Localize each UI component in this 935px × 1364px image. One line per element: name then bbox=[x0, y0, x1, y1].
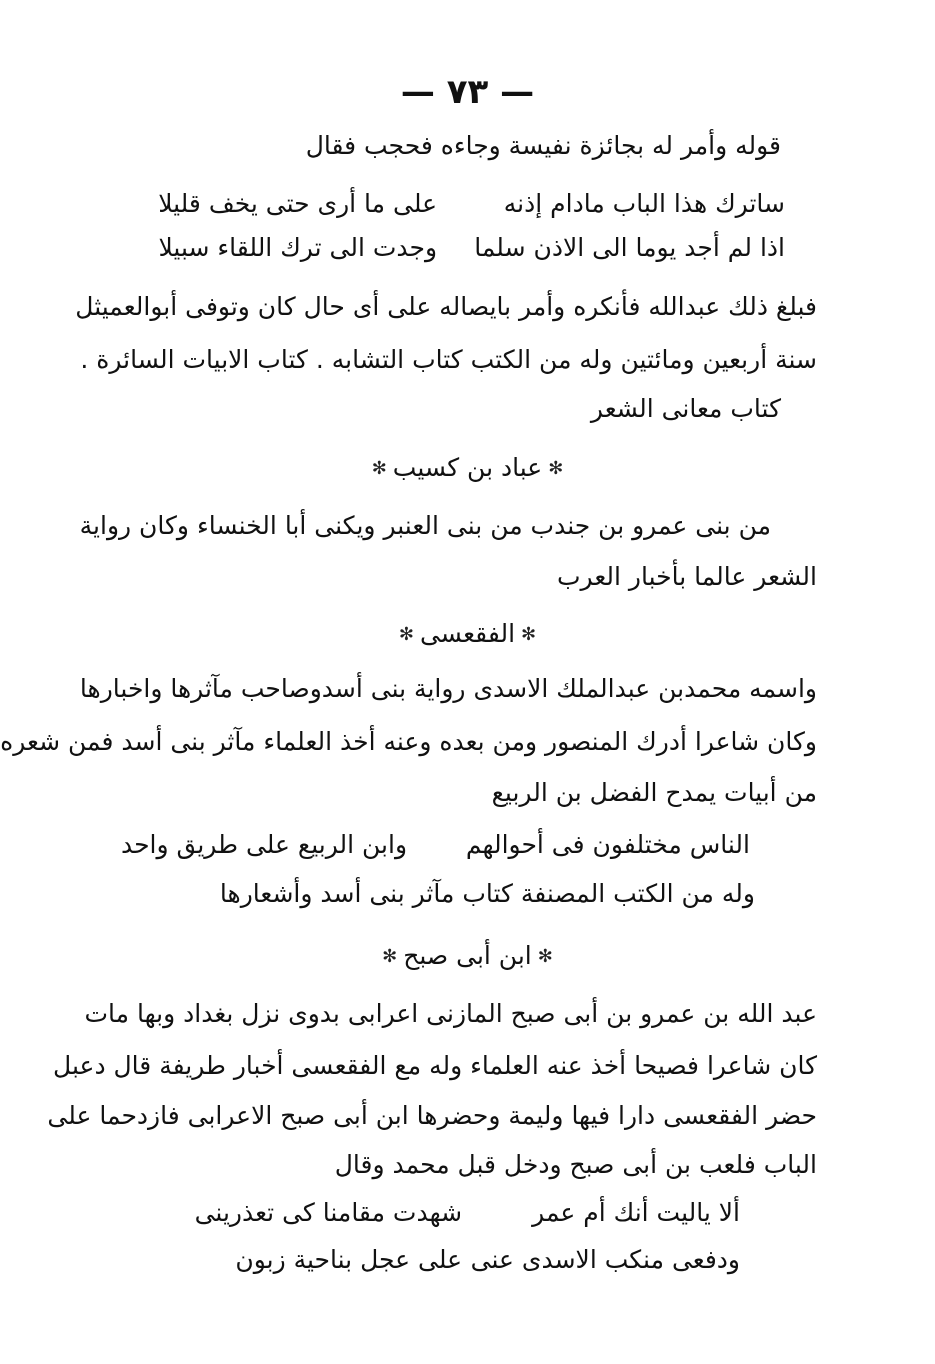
ornament-icon: ✻ bbox=[371, 458, 387, 479]
section2-verse-1 bbox=[107, 825, 750, 865]
section-title: الفقعسى bbox=[419, 619, 516, 648]
section3-line-4: الباب فلعب بن أبى صبح ودخل قبل محمد وقال bbox=[334, 1150, 817, 1179]
verse-hemistich-second: على عجل بناحية زبون bbox=[235, 1245, 463, 1274]
verse-hemistich-first: ودفعى منكب الاسدى عنى bbox=[470, 1245, 740, 1274]
intro-verse-2 bbox=[107, 228, 785, 268]
section3-verse-2 bbox=[212, 1240, 740, 1280]
section1-line-2: الشعر عالما بأخبار العرب bbox=[557, 562, 817, 591]
section2-line-2: وكان شاعرا أدرك المنصور ومن بعده وعنه أخذ العلماء مآثر بنى أسد فمن شعره bbox=[0, 727, 817, 756]
section-heading-faqasi bbox=[0, 614, 935, 655]
ornament-icon: ✻ bbox=[548, 458, 564, 479]
section-heading-abbad bbox=[0, 448, 935, 489]
ornament-icon: ✻ bbox=[521, 624, 537, 645]
section2-line-3: من أبيات يمدح الفضل بن الربيع bbox=[491, 778, 817, 807]
verse-hemistich-first: اذا لم أجد يوما الى الاذن سلما bbox=[474, 233, 785, 262]
section3-line-2: كان شاعرا فصيحا أخذ عنه العلماء وله مع الفقعسى أخبار طريفة قال دعبل bbox=[53, 1051, 817, 1080]
page-number: — ٧٣ — bbox=[400, 72, 535, 112]
ornament-icon: ✻ bbox=[398, 624, 414, 645]
section3-line-3: حضر الفقعسى دارا فيها وليمة وحضرها ابن أبى صبح الاعرابى فازدحما على bbox=[47, 1101, 817, 1130]
ornament-icon: ✻ bbox=[537, 946, 553, 967]
intro-line-4: كتاب معانى الشعر bbox=[590, 394, 781, 423]
verse-hemistich-second: وابن الربيع على طريق واحد bbox=[120, 830, 408, 859]
ornament-icon: ✻ bbox=[382, 946, 398, 967]
section3-verse-1 bbox=[194, 1193, 740, 1233]
section2-line-1: واسمه محمدبن عبدالملك الاسدى رواية بنى أسدوصاحب مآثرها واخبارها bbox=[79, 674, 817, 703]
intro-line-3: سنة أربعين ومائتين وله من الكتب كتاب التشابه . كتاب الابيات السائرة . bbox=[80, 345, 817, 374]
verse-hemistich-first: الناس مختلفون فى أحوالهم bbox=[465, 830, 750, 859]
intro-verse-1 bbox=[107, 184, 785, 224]
section1-line-1: من بنى عمرو بن جندب من بنى العنبر ويكنى أبا الخنساء وكان رواية bbox=[79, 511, 771, 540]
intro-line-1: قوله وأمر له بجائزة نفيسة وجاءه فحجب فقال bbox=[305, 131, 781, 160]
verse-hemistich-first: ساترك هذا الباب مادام إذنه bbox=[503, 189, 785, 218]
intro-line-2: فبلغ ذلك عبدالله فأنكره وأمر بايصاله على أى حال كان وتوفى أبوالعميثل bbox=[75, 292, 817, 321]
section-heading-ibn-abi-subh bbox=[0, 936, 935, 977]
verse-hemistich-second: وجدت الى ترك اللقاء سبيلا bbox=[158, 233, 438, 262]
section2-line-4: وله من الكتب المصنفة كتاب مآثر بنى أسد وأشعارها bbox=[219, 879, 755, 908]
section-title: عباد بن كسيب bbox=[392, 453, 543, 482]
verse-hemistich-second: على ما أرى حتى يخف قليلا bbox=[158, 189, 438, 218]
verse-hemistich-second: شهدت مقامنا كى تعذرينى bbox=[194, 1198, 463, 1227]
section-title: ابن أبى صبح bbox=[403, 941, 532, 970]
verse-hemistich-first: ألا ياليت أنك أم عمر bbox=[532, 1198, 740, 1227]
section3-line-1: عبد الله بن عمرو بن أبى صبح المازنى اعرابى بدوى نزل بغداد وبها مات bbox=[84, 999, 817, 1028]
